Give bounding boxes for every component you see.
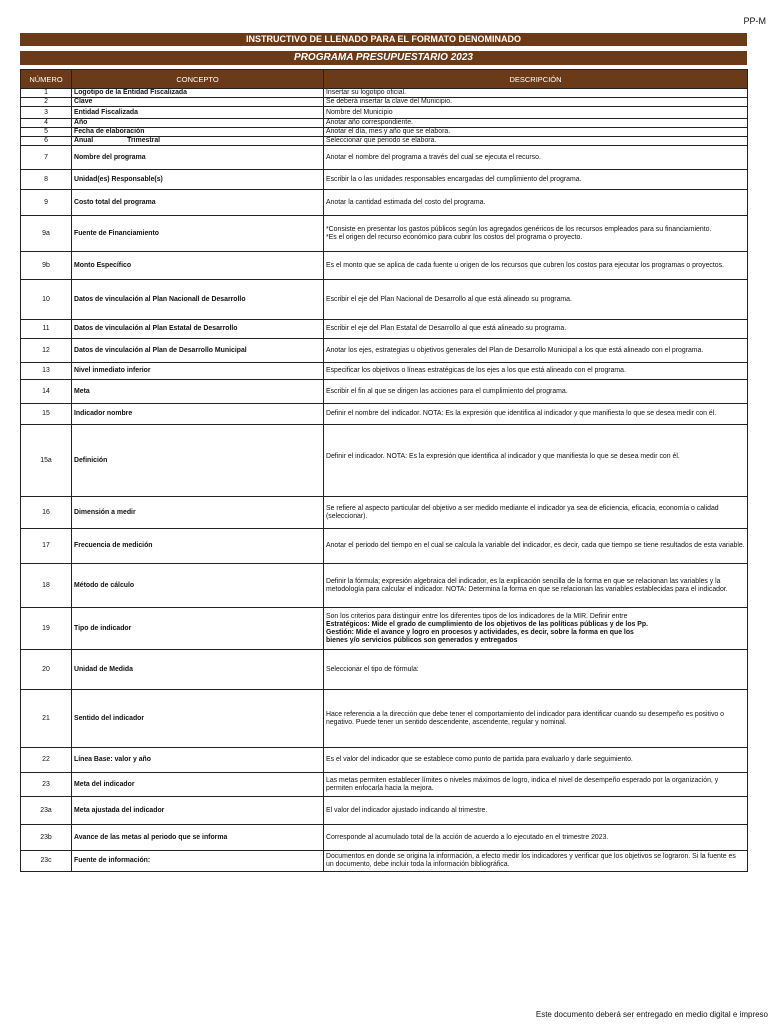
row-description: Seleccionar que periodo se elabora. bbox=[324, 137, 748, 146]
table-row bbox=[21, 170, 748, 190]
formula-option: Gestión: Mide el avance y logro en procesos y actividades, es decir, sobre la forma en que los bbox=[326, 628, 634, 636]
table-row bbox=[21, 280, 748, 320]
row-number: 14 bbox=[21, 380, 72, 404]
form-code: PP-M bbox=[743, 16, 766, 26]
description-line: Se refiere al aspecto particular del objetivo a ser medido mediante el indicador ya sea de eficiencia, eficacia, economía o calidad (seleccionar). bbox=[326, 504, 719, 520]
row-number: 11 bbox=[21, 320, 72, 339]
row-concept: Unidad(es) Responsable(s) bbox=[72, 170, 324, 190]
table-row bbox=[21, 107, 748, 119]
row-concept: Clave bbox=[72, 98, 324, 107]
row-description: Anotar el nombre del programa a través del cual se ejecuta el recurso. bbox=[324, 146, 748, 170]
row-concept: Datos de vinculación al Plan Nacionall de Desarrollo bbox=[72, 280, 324, 320]
row-description bbox=[324, 497, 748, 529]
period-annual: Anual bbox=[74, 137, 94, 144]
row-description: Definir el nombre del indicador. NOTA: Es la expresión que identifica al indicador y que manifiesta lo que se desea medir con él. bbox=[324, 404, 748, 425]
row-description: Es el monto que se aplica de cada fuente u origen de los recursos que cubren los costos para ejecutar los programas o proyectos. bbox=[324, 252, 748, 280]
formula-option: bienes y/o servicios públicos son generados y entregados bbox=[326, 636, 518, 644]
row-concept: Datos de vinculación al Plan de Desarrollo Municipal bbox=[72, 339, 324, 363]
row-concept: Avance de las metas al periodo que se informa bbox=[72, 825, 324, 851]
row-number: 4 bbox=[21, 119, 72, 128]
table-row bbox=[21, 608, 748, 650]
table-row bbox=[21, 825, 748, 851]
row-description bbox=[324, 425, 748, 497]
row-number: 7 bbox=[21, 146, 72, 170]
row-number: 17 bbox=[21, 529, 72, 564]
table-row bbox=[21, 564, 748, 608]
document-title: INSTRUCTIVO DE LLENADO PARA EL FORMATO DENOMINADO bbox=[20, 33, 747, 46]
row-description: Insertar su logotipo oficial. bbox=[324, 89, 748, 98]
description-line: Hace referencia a la dirección que debe tener el comportamiento del indicador para identificar cuando su desempeño es positivo o negativo. Puede tener un sentido descendente, ascendente, regular y nominal. bbox=[326, 710, 724, 726]
row-concept: Frecuencia de medición bbox=[72, 529, 324, 564]
row-concept: Método de cálculo bbox=[72, 564, 324, 608]
row-description: Anotar los ejes, estrategias u objetivos generales del Plan de Desarrollo Municipal a los que está alineado con el programa. bbox=[324, 339, 748, 363]
row-description: Escribir el eje del Plan Estatal de Desarrollo al que está alineado su programa. bbox=[324, 320, 748, 339]
row-number: 15a bbox=[21, 425, 72, 497]
row-concept: Meta bbox=[72, 380, 324, 404]
table-row bbox=[21, 529, 748, 564]
table-row bbox=[21, 119, 748, 128]
row-description: Documentos en donde se origina la información, a efecto medir los indicadores y verificar que los objetivos se lograron. Si la fuente es un documento, debe incluir toda la información bibliográfica. bbox=[324, 851, 748, 872]
table-row bbox=[21, 773, 748, 797]
row-concept: Sentido del indicador bbox=[72, 690, 324, 748]
document-subtitle: PROGRAMA PRESUPUESTARIO 2023 bbox=[20, 51, 747, 65]
row-description bbox=[324, 608, 748, 650]
column-header-numero: NÚMERO bbox=[21, 70, 72, 89]
description-line: Son los criterios para distinguir entre los diferentes tipos de los indicadores de la MIR. Definir entre bbox=[326, 612, 628, 620]
row-concept: Entidad Fiscalizada bbox=[72, 107, 324, 119]
row-description: Especificar los objetivos o líneas estratégicas de los ejes a los que está alineado con el programa. bbox=[324, 363, 748, 380]
row-number: 23b bbox=[21, 825, 72, 851]
footer-note: Este documento deberá ser entregado en medio digital e impreso bbox=[535, 1010, 768, 1019]
row-concept: Fecha de elaboración bbox=[72, 128, 324, 137]
row-number: 16 bbox=[21, 497, 72, 529]
table-row bbox=[21, 339, 748, 363]
row-description: Anotar la cantidad estimada del costo del programa. bbox=[324, 190, 748, 216]
row-number: 5 bbox=[21, 128, 72, 137]
row-number: 1 bbox=[21, 89, 72, 98]
row-concept: Tipo de indicador bbox=[72, 608, 324, 650]
row-number: 23 bbox=[21, 773, 72, 797]
table-row bbox=[21, 216, 748, 252]
table-header-row bbox=[21, 70, 748, 89]
column-header-descripcion: DESCRIPCIÓN bbox=[324, 70, 748, 89]
table-row bbox=[21, 146, 748, 170]
row-description: Escribir la o las unidades responsables encargadas del cumplimiento del programa. bbox=[324, 170, 748, 190]
period-quarterly: Trimestral bbox=[127, 137, 161, 144]
table-row bbox=[21, 320, 748, 339]
table-row bbox=[21, 252, 748, 280]
row-number: 22 bbox=[21, 748, 72, 773]
table-row bbox=[21, 404, 748, 425]
row-description: El valor del indicador ajustado indicando al trimestre. bbox=[324, 797, 748, 825]
row-number: 18 bbox=[21, 564, 72, 608]
table-row bbox=[21, 851, 748, 872]
row-description: Seleccionar el tipo de fórmula: bbox=[324, 650, 748, 690]
instructions-table bbox=[20, 69, 748, 872]
row-concept: Año bbox=[72, 119, 324, 128]
row-number: 21 bbox=[21, 690, 72, 748]
row-description: Es el valor del indicador que se establece como punto de partida para evaluarlo y darle seguimiento. bbox=[324, 748, 748, 773]
description-line: Definir el indicador. NOTA: Es la expresión que identifica al indicador y que manifiesta lo que se desea medir con él. bbox=[326, 452, 680, 460]
row-description bbox=[324, 216, 748, 252]
description-line: *Consiste en presentar los gastos públicos según los agregados genéricos de los recursos empleados para su financiamiento. bbox=[326, 225, 712, 233]
row-concept: Monto Específico bbox=[72, 252, 324, 280]
row-number: 19 bbox=[21, 608, 72, 650]
table-row bbox=[21, 380, 748, 404]
row-concept: Datos de vinculación al Plan Estatal de Desarrollo bbox=[72, 320, 324, 339]
row-number: 15 bbox=[21, 404, 72, 425]
description-line: *Es el origen del recurso económico para cubrir los costos del programa o proyecto. bbox=[326, 233, 583, 241]
table-row bbox=[21, 748, 748, 773]
row-concept: Nombre del programa bbox=[72, 146, 324, 170]
table-row bbox=[21, 650, 748, 690]
row-concept: Meta del indicador bbox=[72, 773, 324, 797]
row-number: 8 bbox=[21, 170, 72, 190]
row-concept: Línea Base: valor y año bbox=[72, 748, 324, 773]
row-number: 9a bbox=[21, 216, 72, 252]
table-row bbox=[21, 98, 748, 107]
row-description bbox=[324, 564, 748, 608]
row-description: Anotar el periodo del tiempo en el cual se calcula la variable del indicador, es decir, cada que tiempo se tiene resultados de esta variable. bbox=[324, 529, 748, 564]
row-number: 2 bbox=[21, 98, 72, 107]
row-description: Las metas permiten establecer límites o niveles máximos de logro, indica el nivel de desempeño esperado por la organización, y permiten enfocarla hacia la mejora. bbox=[324, 773, 748, 797]
row-concept: Indicador nombre bbox=[72, 404, 324, 425]
table-row bbox=[21, 690, 748, 748]
row-description: Se deberá insertar la clave del Municipio. bbox=[324, 98, 748, 107]
description-line: Definir la fórmula; expresión algebraica del indicador, es la explicación sencilla de la forma en que se relacionan las variables y la metodología para calcular el indicador. NOTA: Determina la forma en que se relacionan las variables establecidas para el indicador. bbox=[326, 577, 728, 593]
row-concept: Fuente de Financiamiento bbox=[72, 216, 324, 252]
row-number: 10 bbox=[21, 280, 72, 320]
row-number: 6 bbox=[21, 137, 72, 146]
row-concept: Costo total del programa bbox=[72, 190, 324, 216]
row-number: 12 bbox=[21, 339, 72, 363]
row-concept: Unidad de Medida bbox=[72, 650, 324, 690]
row-number: 9b bbox=[21, 252, 72, 280]
row-description: Anotar año correspondiente. bbox=[324, 119, 748, 128]
row-concept: Fuente de información: bbox=[72, 851, 324, 872]
row-concept: Meta ajustada del indicador bbox=[72, 797, 324, 825]
table-row bbox=[21, 128, 748, 137]
row-concept: Nivel inmediato inferior bbox=[72, 363, 324, 380]
row-number: 23a bbox=[21, 797, 72, 825]
table-row bbox=[21, 497, 748, 529]
column-header-concepto: CONCEPTO bbox=[72, 70, 324, 89]
row-number: 9 bbox=[21, 190, 72, 216]
table-row bbox=[21, 363, 748, 380]
row-concept: Logotipo de la Entidad Fiscalizada bbox=[72, 89, 324, 98]
formula-option: Estratégicos: Mide el grado de cumplimiento de los objetivos de las políticas públicas y de los Pp. bbox=[326, 620, 649, 628]
row-description: Escribir el eje del Plan Nacional de Desarrollo al que está alineado su programa. bbox=[324, 280, 748, 320]
row-number: 13 bbox=[21, 363, 72, 380]
row-number: 23c bbox=[21, 851, 72, 872]
table-row bbox=[21, 137, 748, 146]
row-number: 20 bbox=[21, 650, 72, 690]
row-description: Anotar el día, mes y año que se elabora. bbox=[324, 128, 748, 137]
table-row bbox=[21, 190, 748, 216]
table-row bbox=[21, 89, 748, 98]
row-description bbox=[324, 690, 748, 748]
table-row bbox=[21, 797, 748, 825]
table-row bbox=[21, 425, 748, 497]
row-description: Escribir el fin al que se dirigen las acciones para el cumplimiento del programa. bbox=[324, 380, 748, 404]
row-concept: Dimensión a medir bbox=[72, 497, 324, 529]
row-description: Nombre del Municipio bbox=[324, 107, 748, 119]
row-number: 3 bbox=[21, 107, 72, 119]
row-concept bbox=[72, 137, 324, 146]
row-concept: Definición bbox=[72, 425, 324, 497]
row-description: Corresponde al acumulado total de la acción de acuerdo a lo ejecutado en el trimestre 2023. bbox=[324, 825, 748, 851]
